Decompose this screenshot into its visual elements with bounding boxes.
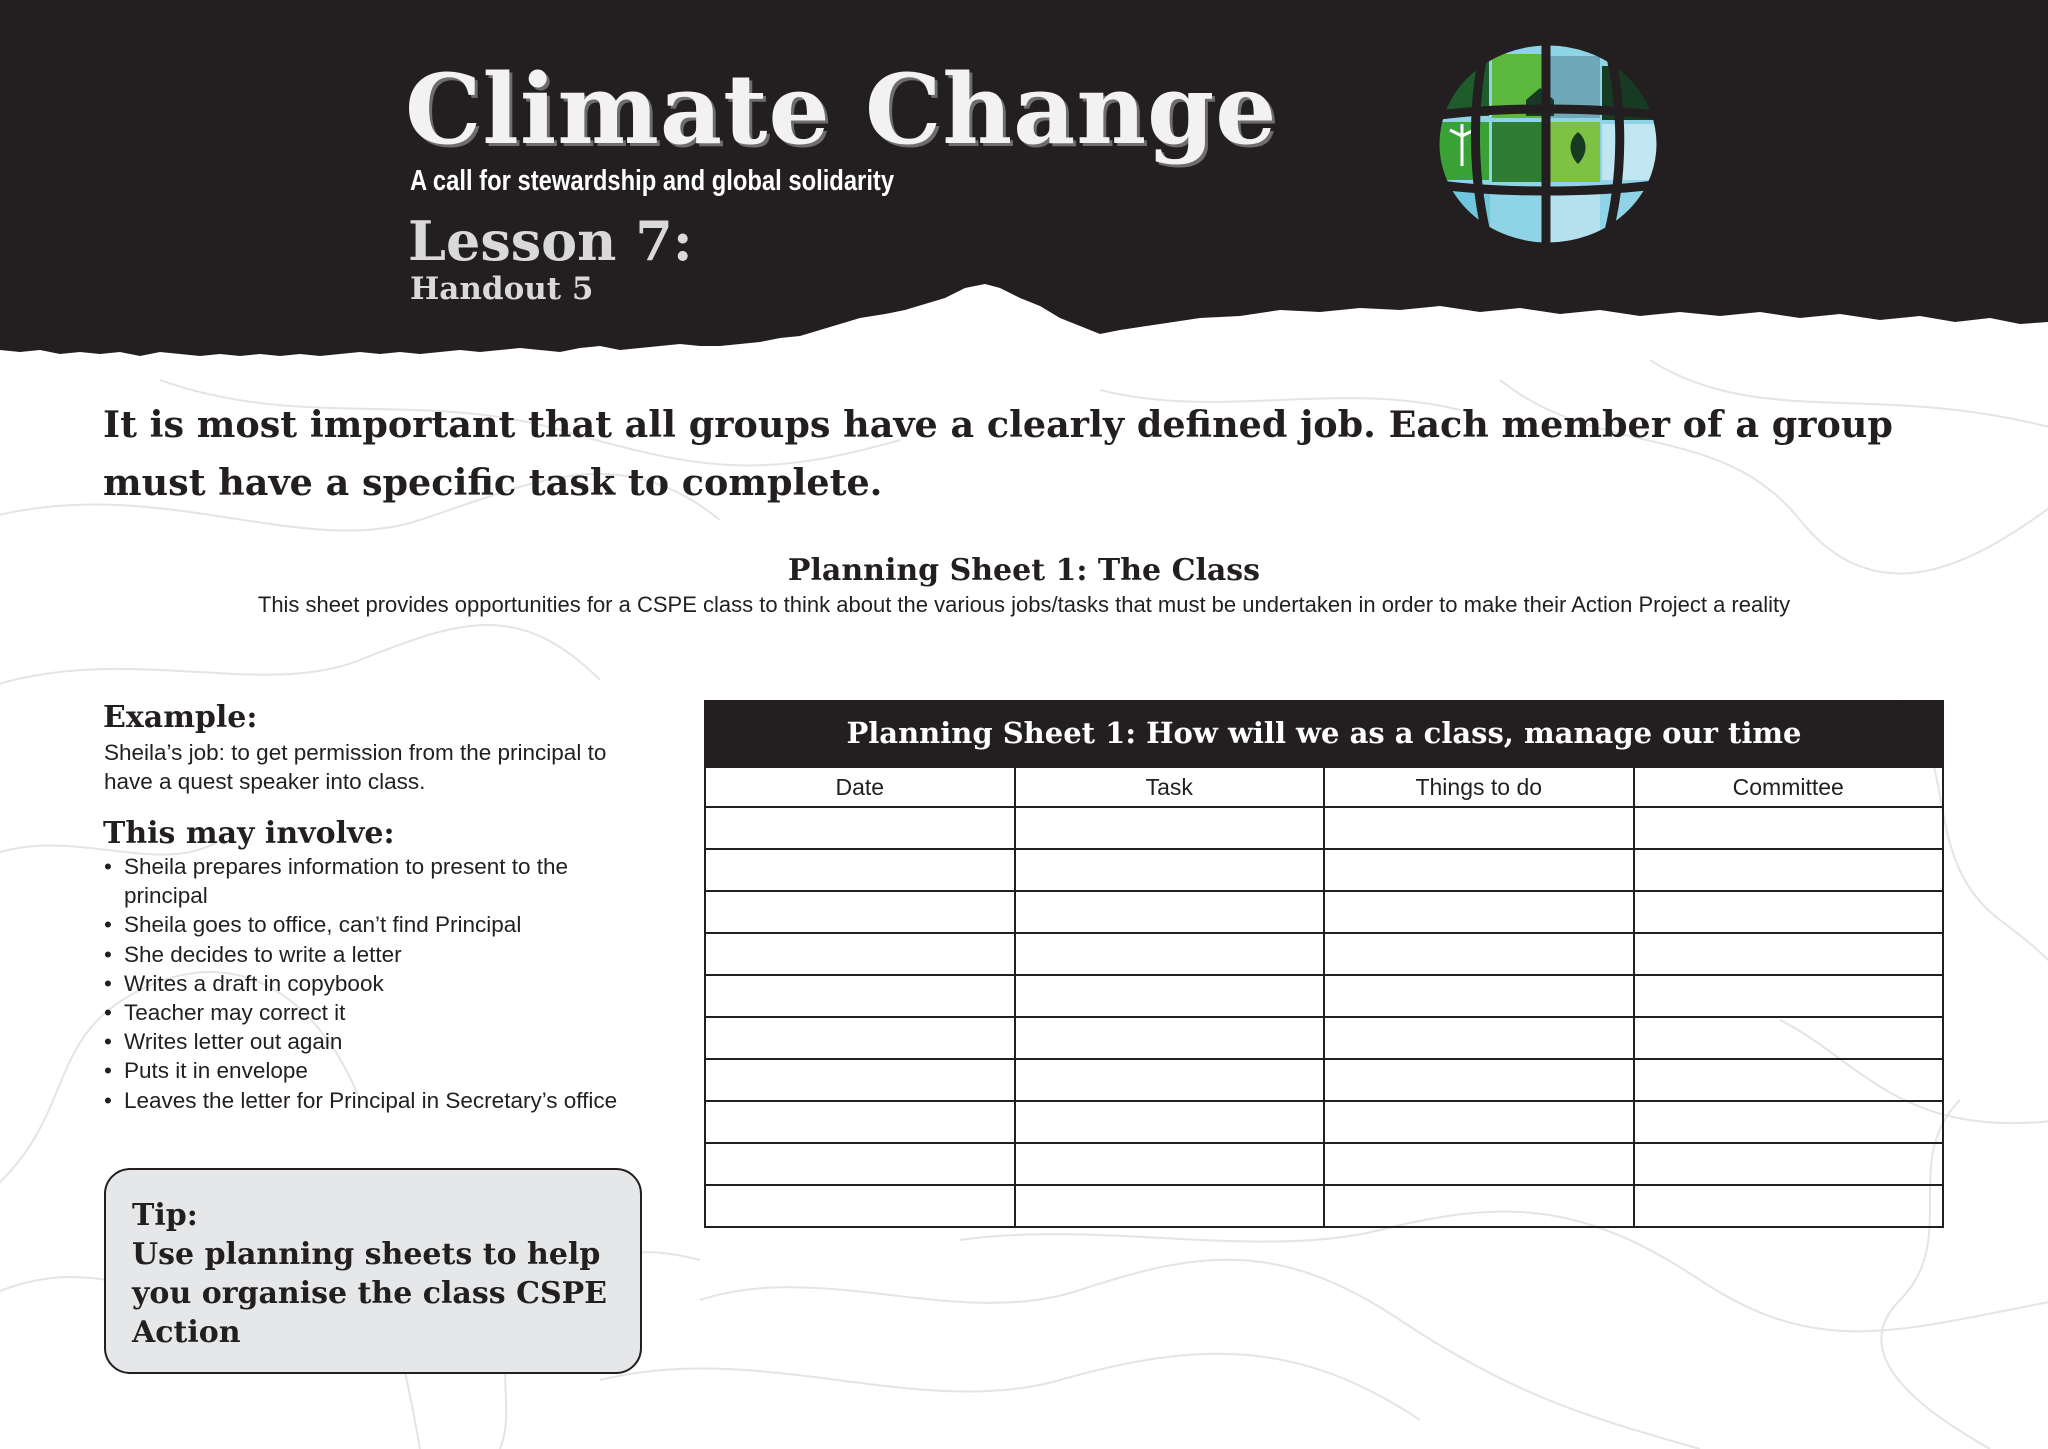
table-cell-things-to-do [1324,933,1634,975]
planning-table [704,700,1944,1228]
table-row [705,1143,1943,1185]
table-cell-committee [1634,933,1944,975]
globe-logo-icon [1430,36,1666,252]
table-cell-task [1015,1101,1325,1143]
table-cell-task [1015,807,1325,849]
table-row [705,975,1943,1017]
column-header-committee: Committee [1634,767,1944,807]
intro-statement: It is most important that all groups have a clearly defined job. Each member of a group must have a specific task to complete. [103,403,1893,504]
involve-list [104,852,644,1115]
table-cell-things-to-do [1324,1185,1634,1227]
list-item: • Leaves the letter for Principal in Secretary’s office [104,1086,644,1115]
table-cell-date [705,1143,1015,1185]
table-cell-date [705,975,1015,1017]
table-cell-task [1015,933,1325,975]
table-cell-committee [1634,1059,1944,1101]
table-row [705,1101,1943,1143]
list-item: • Sheila prepares information to present to the principal [104,852,644,910]
example-text: Sheila’s job: to get permission from the principal to have a quest speaker into class. [104,740,607,794]
table-row [705,933,1943,975]
table-cell-task [1015,1185,1325,1227]
list-item: • She decides to write a letter [104,940,644,969]
table-row [705,1017,1943,1059]
table-cell-committee [1634,807,1944,849]
table-cell-date [705,807,1015,849]
planning-table-caption: Planning Sheet 1: How will we as a class, manage our time [704,700,1944,766]
table-cell-date [705,891,1015,933]
table-cell-task [1015,849,1325,891]
list-item: • Sheila goes to office, can’t find Principal [104,910,644,939]
table-cell-date [705,1185,1015,1227]
table-cell-date [705,1017,1015,1059]
table-row [705,1059,1943,1101]
example-heading: Example: [103,700,258,735]
table-cell-task [1015,1143,1325,1185]
table-row [705,807,1943,849]
table-cell-things-to-do [1324,807,1634,849]
table-cell-committee [1634,849,1944,891]
table-cell-date [705,1101,1015,1143]
table-cell-committee [1634,1143,1944,1185]
tip-label: Tip: [132,1198,198,1233]
tip-box [104,1168,642,1374]
planning-sheet-title: Planning Sheet 1: The Class [787,553,1261,588]
table-cell-task [1015,1059,1325,1101]
table-cell-task [1015,975,1325,1017]
table-cell-committee [1634,1185,1944,1227]
table-cell-committee [1634,975,1944,1017]
list-item: • Teacher may correct it [104,998,644,1027]
list-item: • Writes letter out again [104,1027,644,1056]
table-row [705,1185,1943,1227]
column-header-things-to-do: Things to do [1324,767,1634,807]
table-row [705,849,1943,891]
table-cell-things-to-do [1324,1017,1634,1059]
table-row [705,891,1943,933]
planning-table-body [705,807,1943,1227]
table-cell-committee [1634,1017,1944,1059]
table-cell-things-to-do [1324,1059,1634,1101]
handout-title: Handout 5 [410,271,594,307]
column-header-date: Date [705,767,1015,807]
table-cell-date [705,849,1015,891]
table-cell-committee [1634,891,1944,933]
lesson-title: Lesson 7: [408,209,693,273]
header-subtitle: A call for stewardship and global solidarity [410,165,895,197]
table-cell-things-to-do [1324,849,1634,891]
table-cell-things-to-do [1324,975,1634,1017]
list-item: • Puts it in envelope [104,1056,644,1085]
involve-heading: This may involve: [103,816,395,851]
column-header-task: Task [1015,767,1325,807]
tip-text: Use planning sheets to help you organise the class CSPE Action [132,1237,608,1350]
table-cell-things-to-do [1324,891,1634,933]
planning-sheet-description: This sheet provides opportunities for a CSPE class to think about the various jobs/tasks that must be undertaken in order to make their Action Project a reality [257,592,1791,617]
header-title: Climate Change [405,53,1278,166]
table-cell-things-to-do [1324,1143,1634,1185]
table-cell-task [1015,1017,1325,1059]
table-cell-committee [1634,1101,1944,1143]
table-cell-task [1015,891,1325,933]
list-item: • Writes a draft in copybook [104,969,644,998]
table-header-row [705,767,1943,807]
table-cell-date [705,933,1015,975]
table-cell-date [705,1059,1015,1101]
table-cell-things-to-do [1324,1101,1634,1143]
